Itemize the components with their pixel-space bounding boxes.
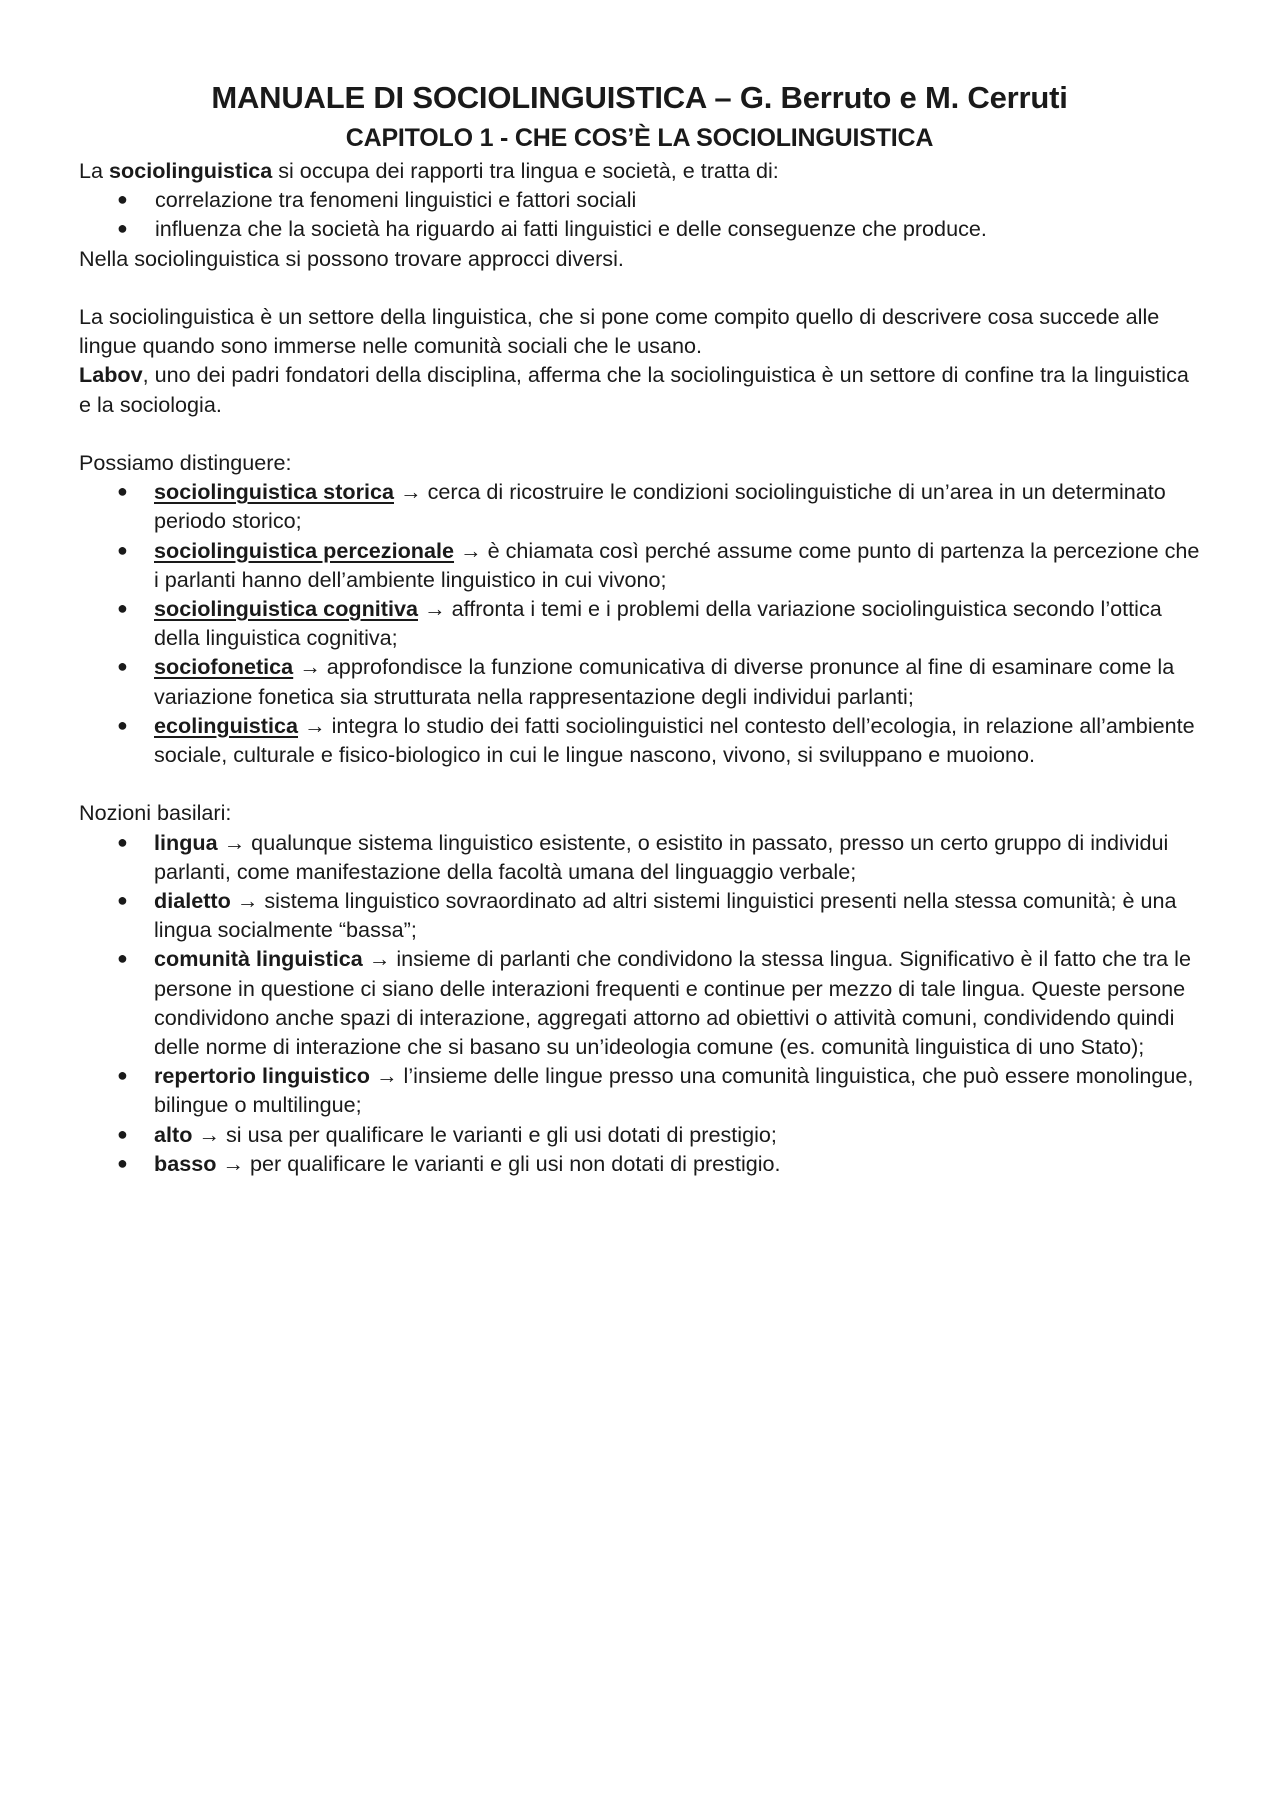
list-item-text: → si usa per qualificare le varianti e gli usi dotati di prestigio; [192,1121,777,1147]
list-item-text: → integra lo studio dei fatti sociolinguistici nel contesto dell’ecologia, in relazione all’ambiente sociale, culturale e fisico-biologico in cui le lingue nascono, vivono, si sviluppano e muoiono. [154,712,1195,768]
list-item [79,536,1200,594]
list-item-term: repertorio linguistico [154,1063,370,1089]
list-item-text: → l’insieme delle lingue presso una comunità linguistica, che può essere monolingue, bilingue o multilingue; [154,1063,1194,1118]
list-item-term: sociolinguistica percezionale [154,537,455,563]
approaches-paragraph: Nella sociolinguistica si possono trovare approcci diversi. [79,245,624,271]
document-title: MANUALE DI SOCIOLINGUISTICA – G. Berruto e M. Cerruti [211,80,1068,115]
bullet-icon: ● [117,1152,128,1173]
list-item-term: basso [154,1150,217,1176]
list-item-term: sociolinguistica storica [154,479,394,505]
notions-heading: Nozioni basilari: [79,800,232,826]
bullet-icon: ● [117,948,128,969]
list-item-term: dialetto [154,888,231,914]
list-item-term: alto [154,1121,193,1147]
list-item-text: influenza che la società ha riguardo ai fatti linguistici e delle conseguenze che produce. [155,216,987,242]
intro-text-post: si occupa dei rapporti tra lingua e società, e tratta di: [272,158,779,183]
list-item-text: → affronta i temi e i problemi della variazione sociolinguistica secondo l’ottica della linguistica cognitiva; [154,596,1162,651]
list-item-text: → cerca di ricostruire le condizioni sociolinguistiche di un’area in un determinato periodo storico; [154,479,1166,534]
list-item [79,652,1200,710]
notions-list [79,828,1200,1178]
bullet-icon: ● [117,218,128,239]
list-item [79,1120,1200,1149]
bullet-icon: ● [117,598,128,619]
bullet-icon: ● [117,539,128,560]
list-item [79,1149,1200,1178]
list-item [79,185,1200,214]
bullet-icon: ● [117,481,128,502]
list-item-text: → qualunque sistema linguistico esistente, o esistito in passato, presso un certo gruppo di individui parlanti, come manifestazione della facoltà umana del linguaggio verbale; [154,829,1169,884]
list-item-term: lingua [154,829,218,855]
list-item-term: sociolinguistica cognitiva [154,596,418,622]
list-item [79,214,1200,243]
intro-text-pre: La [79,158,110,183]
bullet-icon: ● [117,831,128,852]
list-item [79,1061,1200,1119]
list-item [79,886,1200,944]
branches-heading: Possiamo distinguere: [79,450,292,475]
list-item-text: correlazione tra fenomeni linguistici e fattori sociali [155,187,637,213]
chapter-title: CAPITOLO 1 - CHE COS’È LA SOCIOLINGUISTICA [345,124,934,152]
definition-paragraph: La sociolinguistica è un settore della linguistica, che si pone come compito quello di descrivere cosa succede alle lingue quando sono immerse nelle comunità sociali che le usano. [79,304,1160,359]
intro-term: sociolinguistica [109,158,273,183]
bullet-icon: ● [117,890,128,911]
intro-paragraph [79,156,1200,185]
list-item [79,594,1200,652]
list-item-text: → per qualificare le varianti e gli usi non dotati di prestigio. [216,1150,781,1176]
spacer [79,769,1200,798]
list-item-text: → è chiamata così perché assume come punto di partenza la percezione che i parlanti hanno dell’ambiente linguistico in cui vivono; [154,537,1200,592]
list-item-term: ecolinguistica [154,712,298,738]
labov-text: , uno dei padri fondatori della disciplina, afferma che la sociolinguistica è un settore di confine tra la linguistica e la sociologia. [79,362,1189,417]
list-item-text: → insieme di parlanti che condividono la stessa lingua. Significativo è il fatto che tra le persone in questione ci siano delle interazioni frequenti e continue per mezzo di tale lingua. Queste persone condividono anche spazi di interazione, aggregati attorno ad obiettivi o attività comuni, condividendo quindi delle norme di interazione che si basano su un’ideologia comune (es. comunità linguistica di uno Stato); [154,946,1191,1060]
bullet-icon: ● [117,1123,128,1144]
labov-term: Labov [79,362,143,388]
list-item-term: comunità linguistica [154,946,363,972]
spacer [79,273,1200,302]
list-item-text: → sistema linguistico sovraordinato ad altri sistemi linguistici presenti nella stessa comunità; è una lingua socialmente “bassa”; [154,888,1177,943]
list-item-term: sociofonetica [154,654,294,680]
bullet-icon: ● [117,1065,128,1086]
bullet-icon: ● [117,714,128,735]
bullet-icon: ● [117,656,128,677]
list-item [79,828,1200,886]
list-item-text: → approfondisce la funzione comunicativa di diverse pronunce al fine di esaminare come la variazione fonetica sia strutturata nella rappresentazione degli individui parlanti; [154,654,1175,709]
list-item [79,477,1200,535]
list-item [79,711,1200,769]
intro-list [79,185,1200,243]
labov-paragraph [79,360,1200,418]
document-body [79,156,1200,1178]
list-item [79,944,1200,1061]
spacer [79,419,1200,448]
branches-list [79,477,1200,769]
bullet-icon: ● [117,189,128,210]
